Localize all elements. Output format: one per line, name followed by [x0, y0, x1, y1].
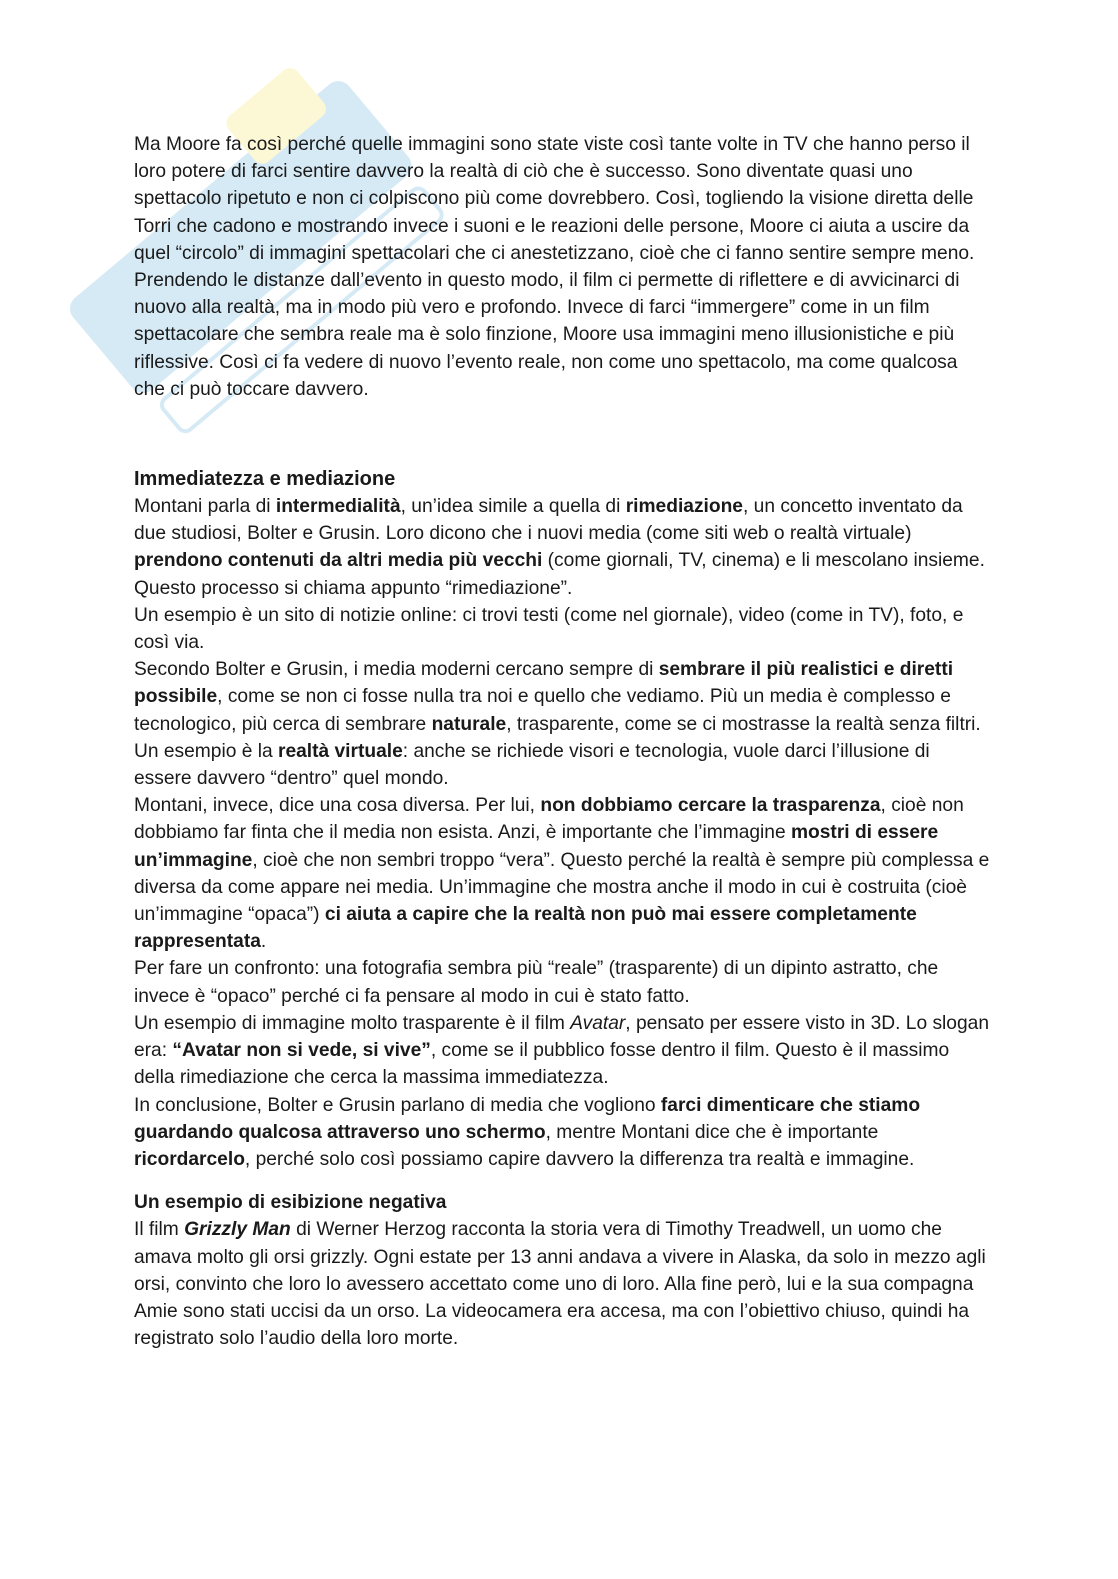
paragraph-grizzly-man: Il film Grizzly Man di Werner Herzog racconta la storia vera di Timothy Treadwell, un uomo che amava molto gli orsi grizzly. Ogni estate per 13 anni andava a vivere in Alaska, da solo in mezzo agli orsi, convinto che loro lo avessero accettato come uno di loro. Alla fine però, lui e la sua compagna Amie sono stati uccisi da un orso. La videocamera era accesa, ma con l’obiettivo chiuso, quindi ha registrato solo l’audio della loro morte.: [134, 1219, 986, 1350]
paragraph-conclusione: In conclusione, Bolter e Grusin parlano di media che vogliono farci dimenticare che stiamo guardando qualcosa attraverso uno schermo, mentre Montani dice che è importante ricordarcelo, perché solo così possiamo capire davvero la differenza tra realtà e immagine.: [134, 1094, 921, 1170]
paragraph-confronto: Per fare un confronto: una fotografia sembra più “reale” (trasparente) di un dipinto astratto, che invece è “opaco” perché ci fa pensare al modo in cui è stato fatto.: [134, 958, 939, 1007]
section-heading-esibizione-negativa: Un esempio di esibizione negativa: [134, 1192, 447, 1214]
paragraph-montani: Montani, invece, dice una cosa diversa. Per lui, non dobbiamo cercare la trasparenza, cioè non dobbiamo far finta che il media non esista. Anzi, è importante che l’immagine mostri di essere un’immagine, cioè che non sembri troppo “vera”. Questo perché la realtà è sempre più complessa e diversa da come appare nei media. Un’immagine che mostra anche il modo in cui è costruita (cioè un’immagine “opaca”) ci aiuta a capire che la realtà non può mai essere completamente rappresentata.: [134, 795, 990, 953]
document-body: [134, 131, 992, 1352]
paragraph-bolter-grusin: Secondo Bolter e Grusin, i media moderni cercano sempre di sembrare il più realistici e diretti possibile, come se non ci fosse nulla tra noi e quello che vediamo. Più un media è complesso e tecnologico, più cerca di sembrare naturale, trasparente, come se ci mostrasse la realtà senza filtri. Un esempio è la realtà virtuale: anche se richiede visori e tecnologia, vuole darci l’illusione di essere davvero “dentro” quel mondo.: [134, 659, 981, 790]
paragraph-intermedialita: Montani parla di intermedialità, un’idea simile a quella di rimediazione, un concetto inventato da due studiosi, Bolter e Grusin. Loro dicono che i nuovi media (come siti web o realtà virtuale) prendono contenuti da altri media più vecchi (come giornali, TV, cinema) e li mescolano insieme. Questo processo si chiama appunto “rimediazione”.: [134, 496, 985, 599]
paragraph-esempio-sito: Un esempio è un sito di notizie online: ci trovi testi (come nel giornale), video (come in TV), foto, e così via.: [134, 604, 964, 654]
paragraph-avatar: Un esempio di immagine molto trasparente è il film Avatar, pensato per essere visto in 3D. Lo slogan era: “Avatar non si vede, si vive”, come se il pubblico fosse dentro il film. Questo è il massimo della rimediazione che cerca la massima immediatezza.: [134, 1012, 989, 1089]
section-heading-immediatezza: Immediatezza e mediazione: [134, 468, 396, 491]
intro-paragraph: Ma Moore fa così perché quelle immagini sono state viste così tante volte in TV che hanno perso il loro potere di farci sentire davvero la realtà di ciò che è successo. Sono diventate quasi uno spettacolo ripetuto e non ci colpiscono più come dovrebbero. Così, togliendo la visione diretta delle Torri che cadono e mostrando invece i suoni e le reazioni delle persone, Moore ci aiuta a uscire da quel “circolo” di immagini spettacolari che ci anestetizzano, cioè che ci fanno sentire sempre meno. Prendendo le distanze dall’evento in questo modo, il film ci permette di riflettere e di avvicinarci di nuovo alla realtà, ma in modo più vero e profondo. Invece di farci “immergere” come in un film spettacolare che sembra reale ma è solo finzione, Moore usa immagini meno illusionistiche e più riflessive. Così ci fa vedere di nuovo l’evento reale, non come uno spettacolo, ma come qualcosa che ci può toccare davvero.: [134, 134, 975, 400]
